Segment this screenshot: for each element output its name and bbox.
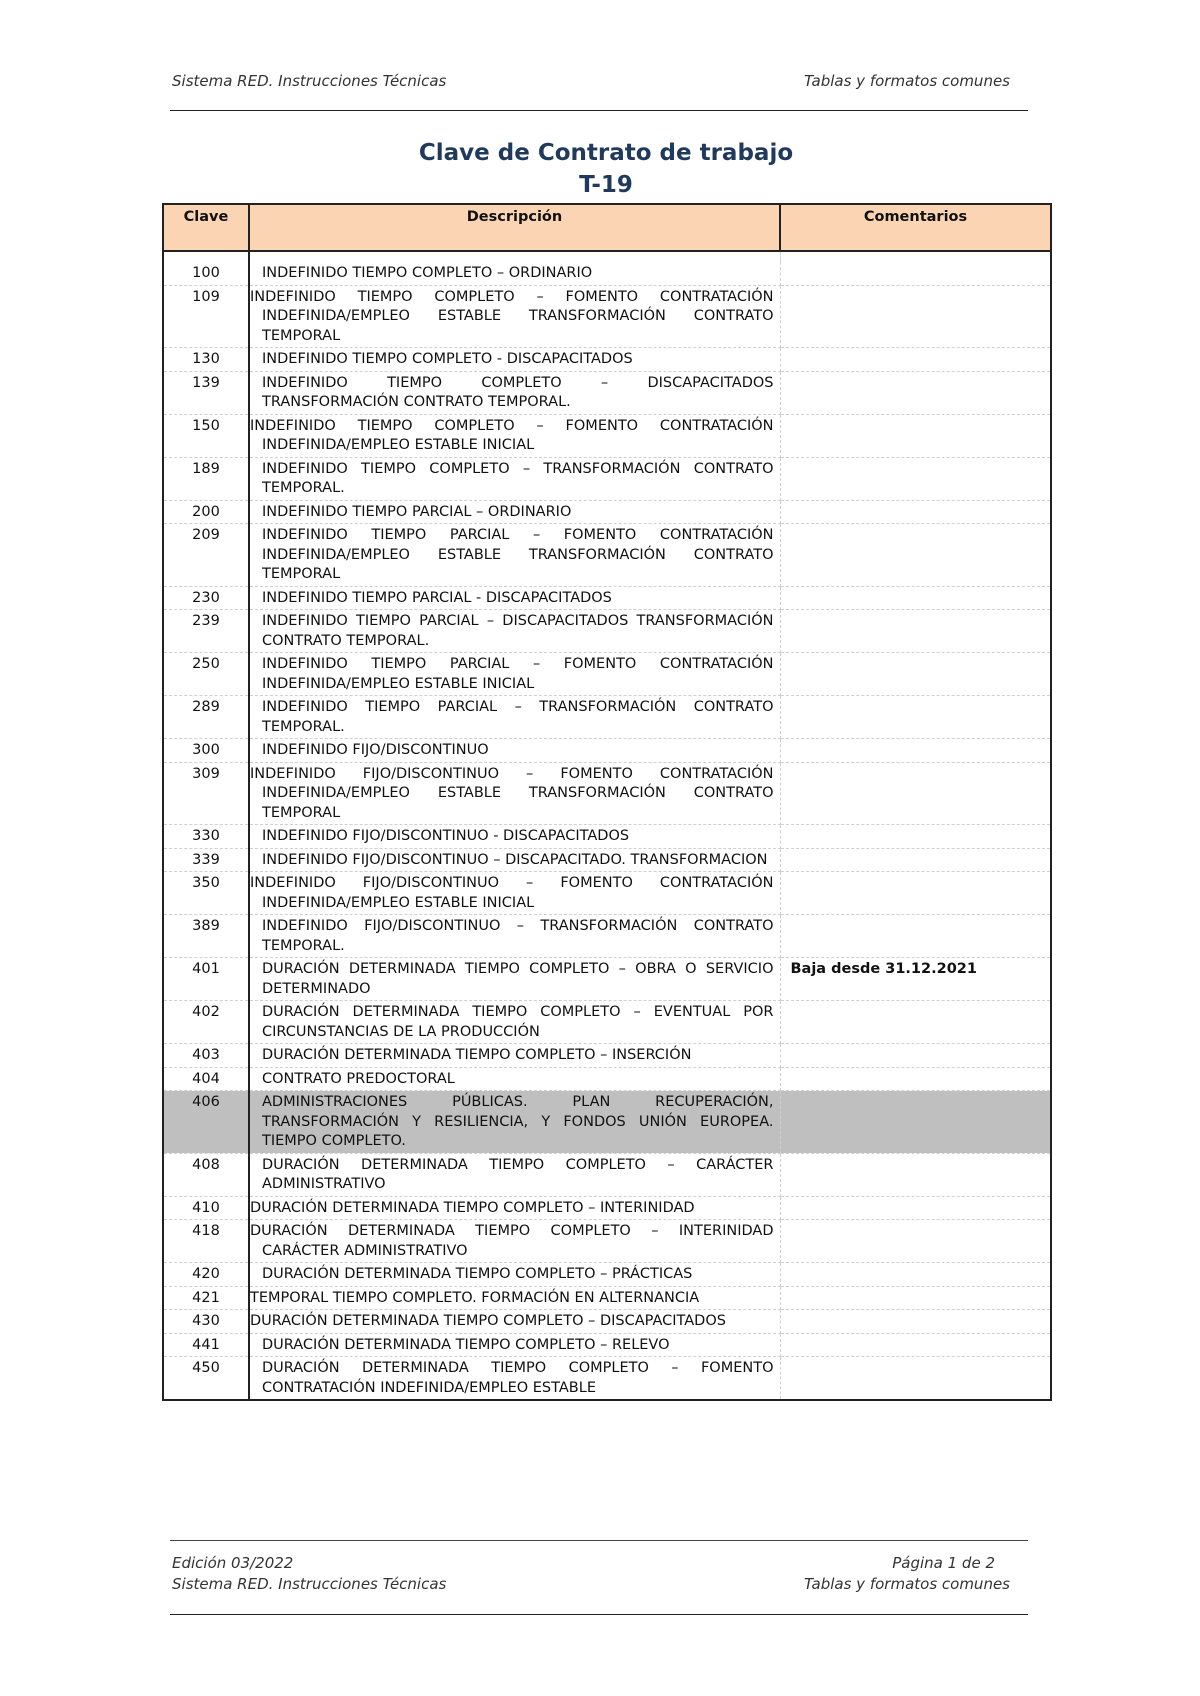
descripcion-cell: INDEFINIDO TIEMPO COMPLETO - DISCAPACITADOS <box>249 348 780 372</box>
clave-cell: 139 <box>163 371 249 414</box>
comentario-cell <box>780 1263 1051 1287</box>
page-title: Clave de Contrato de trabajo <box>418 140 794 166</box>
clave-cell: 289 <box>163 696 249 739</box>
table-row <box>163 825 1051 849</box>
contract-code-table <box>162 203 1052 1401</box>
descripcion-cell: DURACIÓN DETERMINADA TIEMPO COMPLETO – DISCAPACITADOS <box>249 1310 780 1334</box>
clave-cell: 350 <box>163 872 249 915</box>
comentario-cell <box>780 739 1051 763</box>
comentario-cell <box>780 1286 1051 1310</box>
comentario-cell <box>780 414 1051 457</box>
table-row <box>163 371 1051 414</box>
descripcion-cell: INDEFINIDO TIEMPO COMPLETO – FOMENTO CONTRATACIÓN INDEFINIDA/EMPLEO ESTABLE INICIAL <box>249 414 780 457</box>
clave-cell: 410 <box>163 1196 249 1220</box>
column-header-comentarios: Comentarios <box>780 204 1051 251</box>
comentario-cell <box>780 524 1051 587</box>
comentario-cell <box>780 262 1051 285</box>
clave-cell: 404 <box>163 1067 249 1091</box>
descripcion-cell: INDEFINIDO TIEMPO PARCIAL – DISCAPACITADOS TRANSFORMACIÓN CONTRATO TEMPORAL. <box>249 610 780 653</box>
descripcion-cell: INDEFINIDO FIJO/DISCONTINUO – FOMENTO CONTRATACIÓN INDEFINIDA/EMPLEO ESTABLE INICIAL <box>249 872 780 915</box>
descripcion-cell: CONTRATO PREDOCTORAL <box>249 1067 780 1091</box>
descripcion-cell: INDEFINIDO FIJO/DISCONTINUO – DISCAPACITADO. TRANSFORMACION <box>249 848 780 872</box>
comentario-cell <box>780 610 1051 653</box>
clave-cell: 200 <box>163 500 249 524</box>
comentario-cell <box>780 1220 1051 1263</box>
descripcion-cell: INDEFINIDO TIEMPO PARCIAL – FOMENTO CONTRATACIÓN INDEFINIDA/EMPLEO ESTABLE INICIAL <box>249 653 780 696</box>
clave-cell: 300 <box>163 739 249 763</box>
table-row <box>163 872 1051 915</box>
clave-cell: 239 <box>163 610 249 653</box>
table-header-row <box>163 204 1051 251</box>
descripcion-cell: INDEFINIDO FIJO/DISCONTINUO – FOMENTO CONTRATACIÓN INDEFINIDA/EMPLEO ESTABLE TRANSFORMACIÓN CONTRATO TEMPORAL <box>249 762 780 825</box>
comentario-cell <box>780 1067 1051 1091</box>
clave-cell: 130 <box>163 348 249 372</box>
descripcion-cell: INDEFINIDO FIJO/DISCONTINUO <box>249 739 780 763</box>
table-row <box>163 1153 1051 1196</box>
comentario-cell <box>780 1001 1051 1044</box>
clave-cell: 339 <box>163 848 249 872</box>
table-row <box>163 848 1051 872</box>
comentario-cell <box>780 696 1051 739</box>
footer-edition: Edición 03/2022 <box>172 1554 294 1572</box>
clave-cell: 401 <box>163 958 249 1001</box>
table-row <box>163 262 1051 285</box>
table-row <box>163 958 1051 1001</box>
clave-cell: 389 <box>163 915 249 958</box>
table-row <box>163 1263 1051 1287</box>
column-header-descripcion: Descripción <box>249 204 780 251</box>
table-row <box>163 653 1051 696</box>
comentario-cell <box>780 500 1051 524</box>
descripcion-cell: INDEFINIDO TIEMPO COMPLETO – TRANSFORMACIÓN CONTRATO TEMPORAL. <box>249 457 780 500</box>
clave-cell: 330 <box>163 825 249 849</box>
header-section-title: Tablas y formatos comunes <box>803 72 1010 90</box>
table-row <box>163 1091 1051 1154</box>
table-row <box>163 457 1051 500</box>
comentario-cell <box>780 762 1051 825</box>
comentario-cell <box>780 371 1051 414</box>
descripcion-cell: DURACIÓN DETERMINADA TIEMPO COMPLETO – OBRA O SERVICIO DETERMINADO <box>249 958 780 1001</box>
descripcion-cell: INDEFINIDO TIEMPO COMPLETO – FOMENTO CONTRATACIÓN INDEFINIDA/EMPLEO ESTABLE TRANSFORMACIÓN CONTRATO TEMPORAL <box>249 285 780 348</box>
descripcion-cell: INDEFINIDO FIJO/DISCONTINUO - DISCAPACITADOS <box>249 825 780 849</box>
comentario-cell <box>780 1310 1051 1334</box>
table-body <box>163 251 1051 1400</box>
clave-cell: 450 <box>163 1357 249 1401</box>
clave-cell: 309 <box>163 762 249 825</box>
table-row <box>163 610 1051 653</box>
descripcion-cell: INDEFINIDO TIEMPO COMPLETO – DISCAPACITADOS TRANSFORMACIÓN CONTRATO TEMPORAL. <box>249 371 780 414</box>
clave-cell: 230 <box>163 586 249 610</box>
table-row <box>163 1286 1051 1310</box>
table-row <box>163 696 1051 739</box>
clave-cell: 250 <box>163 653 249 696</box>
column-header-clave: Clave <box>163 204 249 251</box>
table-row <box>163 1357 1051 1401</box>
descripcion-cell: INDEFINIDO FIJO/DISCONTINUO – TRANSFORMACIÓN CONTRATO TEMPORAL. <box>249 915 780 958</box>
clave-cell: 430 <box>163 1310 249 1334</box>
clave-cell: 109 <box>163 285 249 348</box>
table-row <box>163 1333 1051 1357</box>
comentario-cell <box>780 872 1051 915</box>
table-row <box>163 1196 1051 1220</box>
table-row <box>163 500 1051 524</box>
descripcion-cell: TEMPORAL TIEMPO COMPLETO. FORMACIÓN EN ALTERNANCIA <box>249 1286 780 1310</box>
comentario-cell <box>780 586 1051 610</box>
descripcion-cell: INDEFINIDO TIEMPO PARCIAL - DISCAPACITADOS <box>249 586 780 610</box>
comentario-cell <box>780 915 1051 958</box>
descripcion-cell: DURACIÓN DETERMINADA TIEMPO COMPLETO – FOMENTO CONTRATACIÓN INDEFINIDA/EMPLEO ESTABLE <box>249 1357 780 1401</box>
descripcion-cell: INDEFINIDO TIEMPO PARCIAL – TRANSFORMACIÓN CONTRATO TEMPORAL. <box>249 696 780 739</box>
comentario-cell <box>780 1333 1051 1357</box>
clave-cell: 150 <box>163 414 249 457</box>
header-rule <box>170 110 1028 111</box>
table-spacer-row <box>163 251 1051 262</box>
table-row <box>163 348 1051 372</box>
footer-system-title: Sistema RED. Instrucciones Técnicas <box>172 1575 447 1593</box>
clave-cell: 441 <box>163 1333 249 1357</box>
comentario-cell <box>780 653 1051 696</box>
descripcion-cell: DURACIÓN DETERMINADA TIEMPO COMPLETO – INTERINIDAD <box>249 1196 780 1220</box>
comentario-cell <box>780 848 1051 872</box>
header-system-title: Sistema RED. Instrucciones Técnicas <box>172 72 447 90</box>
clave-cell: 420 <box>163 1263 249 1287</box>
clave-cell: 406 <box>163 1091 249 1154</box>
clave-cell: 418 <box>163 1220 249 1263</box>
footer-page-number: Página 1 de 2 <box>892 1554 995 1572</box>
table-row <box>163 1220 1051 1263</box>
table-row <box>163 285 1051 348</box>
descripcion-cell: DURACIÓN DETERMINADA TIEMPO COMPLETO – RELEVO <box>249 1333 780 1357</box>
clave-cell: 408 <box>163 1153 249 1196</box>
comentario-cell: Baja desde 31.12.2021 <box>780 958 1051 1001</box>
table-row <box>163 586 1051 610</box>
table-row <box>163 762 1051 825</box>
descripcion-cell: DURACIÓN DETERMINADA TIEMPO COMPLETO – EVENTUAL POR CIRCUNSTANCIAS DE LA PRODUCCIÓN <box>249 1001 780 1044</box>
comentario-cell <box>780 1153 1051 1196</box>
comentario-cell <box>780 348 1051 372</box>
descripcion-cell: ADMINISTRACIONES PÚBLICAS. PLAN RECUPERACIÓN, TRANSFORMACIÓN Y RESILIENCIA, Y FONDOS UNIÓN EUROPEA. TIEMPO COMPLETO. <box>249 1091 780 1154</box>
footer-section-title: Tablas y formatos comunes <box>803 1575 1010 1593</box>
table-row <box>163 915 1051 958</box>
clave-cell: 421 <box>163 1286 249 1310</box>
comentario-cell <box>780 1196 1051 1220</box>
footer-rule-top <box>170 1540 1028 1541</box>
clave-cell: 209 <box>163 524 249 587</box>
descripcion-cell: DURACIÓN DETERMINADA TIEMPO COMPLETO – INSERCIÓN <box>249 1044 780 1068</box>
clave-cell: 189 <box>163 457 249 500</box>
footer-rule-bottom <box>170 1614 1028 1615</box>
table-row <box>163 524 1051 587</box>
descripcion-cell: INDEFINIDO TIEMPO PARCIAL – FOMENTO CONTRATACIÓN INDEFINIDA/EMPLEO ESTABLE TRANSFORMACIÓN CONTRATO TEMPORAL <box>249 524 780 587</box>
comentario-cell <box>780 1357 1051 1401</box>
comentario-cell <box>780 457 1051 500</box>
descripcion-cell: DURACIÓN DETERMINADA TIEMPO COMPLETO – CARÁCTER ADMINISTRATIVO <box>249 1153 780 1196</box>
table-row <box>163 1067 1051 1091</box>
table-row <box>163 1044 1051 1068</box>
comentario-cell <box>780 1044 1051 1068</box>
comentario-cell <box>780 825 1051 849</box>
table-code: T-19 <box>579 172 633 198</box>
clave-cell: 402 <box>163 1001 249 1044</box>
table-row <box>163 1001 1051 1044</box>
descripcion-cell: DURACIÓN DETERMINADA TIEMPO COMPLETO – INTERINIDAD CARÁCTER ADMINISTRATIVO <box>249 1220 780 1263</box>
clave-cell: 403 <box>163 1044 249 1068</box>
table-row <box>163 414 1051 457</box>
table-row <box>163 739 1051 763</box>
table-row <box>163 1310 1051 1334</box>
comentario-cell <box>780 1091 1051 1154</box>
comentario-cell <box>780 285 1051 348</box>
clave-cell: 100 <box>163 262 249 285</box>
descripcion-cell: DURACIÓN DETERMINADA TIEMPO COMPLETO – PRÁCTICAS <box>249 1263 780 1287</box>
descripcion-cell: INDEFINIDO TIEMPO COMPLETO – ORDINARIO <box>249 262 780 285</box>
descripcion-cell: INDEFINIDO TIEMPO PARCIAL – ORDINARIO <box>249 500 780 524</box>
